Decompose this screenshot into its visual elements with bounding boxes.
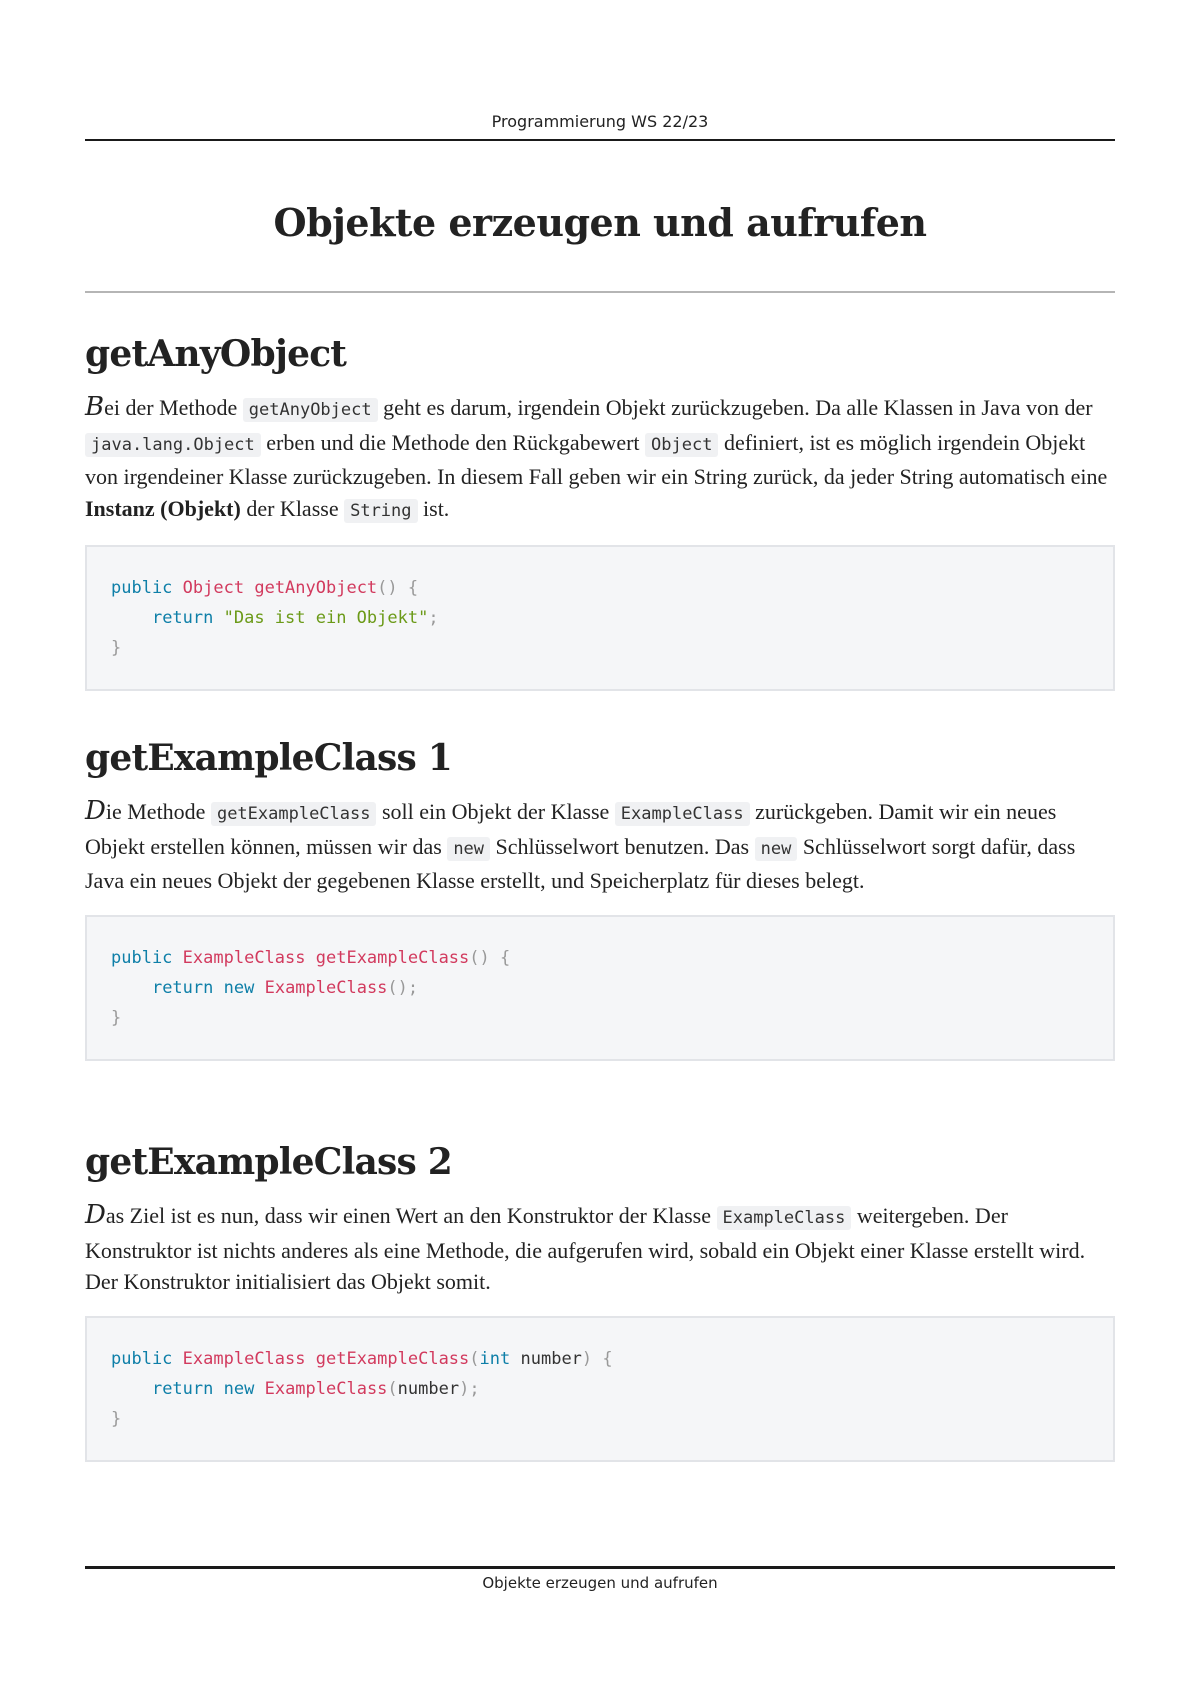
code-type: Object [182, 578, 245, 598]
code-punct: ( [469, 1348, 480, 1369]
code-punct: () { [377, 578, 419, 598]
text-run: ie Methode [105, 799, 211, 824]
page-header: Programmierung WS 22/23 [491, 112, 709, 131]
code-punct: ); [459, 1378, 480, 1399]
text-run: zurückgeben. Damit wir ein neues Objekt erstellen können, müssen wir das [85, 799, 1057, 859]
code-punct: } [111, 1007, 122, 1028]
section-heading: getAnyObject [85, 333, 347, 375]
inline-code: String [344, 499, 417, 523]
text-run: Schlüsselwort sorgt dafür, dass Java ein neues Objekt der gegebenen Klasse erstellt, und Speicherplatz für dieses belegt. [85, 833, 1076, 893]
inline-code: getExampleClass [211, 802, 377, 826]
title-rule [85, 291, 1115, 293]
code-method-name: getExampleClass [315, 1348, 470, 1369]
text-run: geht es darum, irgendein Objekt zurückzugeben. Da alle Klassen in Java von der [377, 395, 1093, 420]
inline-code: ExampleClass [615, 802, 750, 826]
text-run: ei der Methode [104, 395, 243, 420]
text-run: definiert, ist es möglich irgendein Objekt von irgendeiner Klasse zurückzugeben. In diesem Fall geben wir ein String zurück, da jeder String automatisch eine [85, 429, 1108, 489]
code-type: ExampleClass [264, 977, 388, 998]
drop-cap: D [85, 796, 106, 826]
code-keyword: public [111, 947, 173, 968]
code-type: ExampleClass [182, 1348, 306, 1369]
section-get-example-class-1 [85, 736, 1115, 1061]
section-paragraph [85, 392, 1115, 527]
inline-code: java.lang.Object [85, 433, 261, 457]
code-punct: ; [428, 608, 439, 628]
code-keyword: return [151, 608, 214, 628]
inline-code: new [755, 837, 798, 861]
text-run: soll ein Objekt der Klasse [376, 799, 615, 824]
code-string: "Das ist ein Objekt" [223, 608, 429, 628]
inline-code: Object [645, 433, 718, 457]
text-run: erben und die Methode den Rückgabewert [260, 429, 646, 455]
section-heading: getExampleClass 1 [85, 737, 452, 779]
code-keyword: new [223, 1378, 255, 1399]
code-keyword: return [151, 1378, 214, 1399]
inline-code: getAnyObject [243, 398, 378, 422]
code-keyword: return [151, 977, 214, 998]
code-block [85, 1316, 1115, 1462]
section-get-example-class-2 [85, 1140, 1115, 1462]
code-punct: ( [387, 1378, 398, 1399]
code-punct: } [111, 638, 122, 658]
code-punct: (); [387, 977, 419, 998]
code-method-name: getExampleClass [315, 947, 470, 968]
code-type: ExampleClass [264, 1378, 388, 1399]
drop-cap: D [85, 1200, 106, 1230]
code-keyword: public [111, 1348, 173, 1369]
section-get-any-object [85, 332, 1115, 691]
code-variable: number [397, 1378, 460, 1399]
drop-cap: B [85, 392, 105, 422]
section-paragraph [85, 796, 1115, 897]
code-punct: ) { [581, 1348, 613, 1369]
code-keyword: public [111, 578, 173, 598]
page-footer: Objekte erzeugen und aufrufen [482, 1574, 718, 1592]
code-punct: } [111, 1408, 122, 1429]
code-method-name: getAnyObject [254, 578, 378, 598]
text-run: der Klasse [240, 495, 345, 521]
code-punct: () { [469, 947, 511, 968]
code-block [85, 545, 1115, 691]
inline-code: new [447, 837, 490, 861]
code-block [85, 915, 1115, 1061]
text-run: Schlüsselwort benutzen. Das [490, 833, 755, 859]
code-type: ExampleClass [182, 947, 306, 968]
code-keyword: new [223, 977, 255, 998]
header-rule [85, 139, 1115, 141]
code-variable: number [520, 1348, 582, 1369]
text-run: as Ziel ist es nun, dass wir einen Wert an den Konstruktor der Klasse [105, 1203, 717, 1228]
code-keyword: int [479, 1348, 511, 1369]
section-paragraph [85, 1200, 1115, 1298]
footer-rule [85, 1566, 1115, 1569]
inline-code: ExampleClass [717, 1206, 852, 1230]
text-run: ist. [417, 495, 450, 521]
section-heading: getExampleClass 2 [85, 1141, 452, 1183]
document-title: Objekte erzeugen und aufrufen [273, 200, 927, 245]
text-run: weitergeben. Der Konstruktor ist nichts anderes als eine Methode, die aufgerufen wird, sobald ein Objekt einer Klasse erstellt wird. Der Konstruktor initialisiert das Objekt somit. [85, 1203, 1086, 1294]
bold-term: Instanz (Objekt) [85, 495, 241, 521]
